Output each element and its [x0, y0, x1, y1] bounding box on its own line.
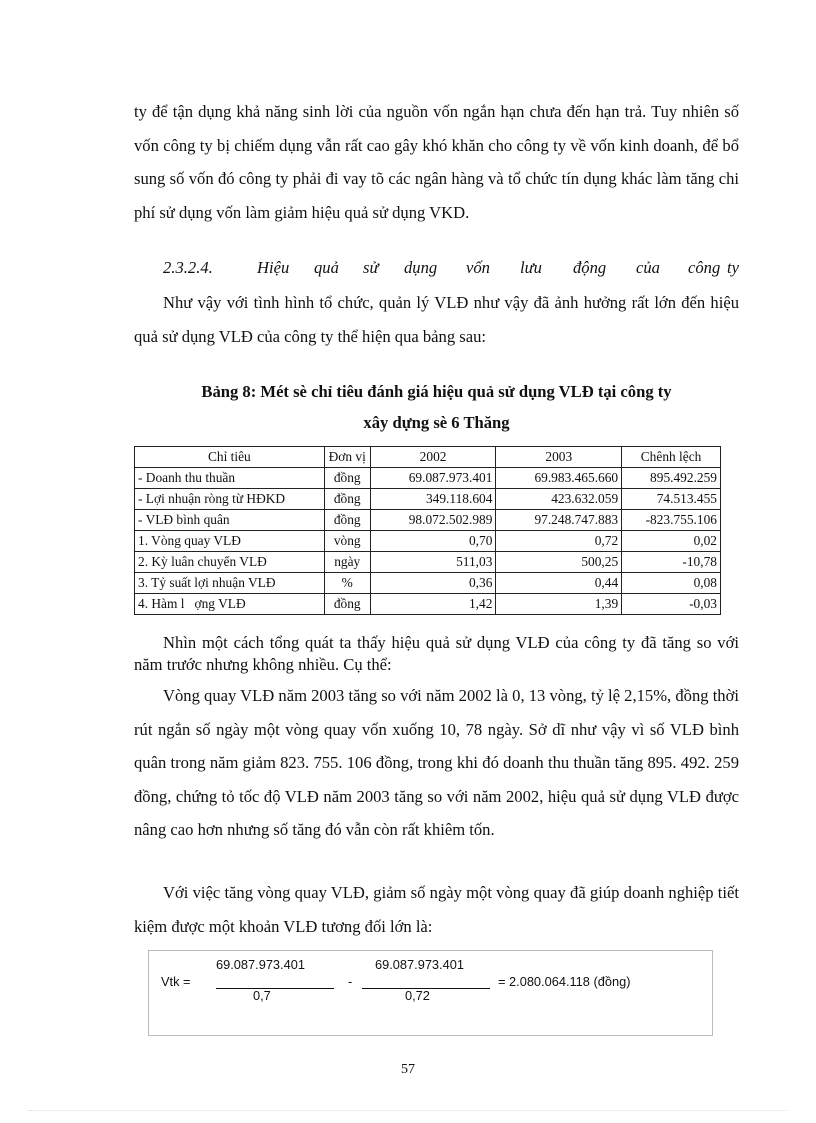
table-row: [135, 594, 721, 615]
value-2002: 349.118.604: [370, 489, 496, 510]
value-2003: 500,25: [496, 552, 622, 573]
value-difference: -10,78: [622, 552, 721, 573]
paragraph-intro-table: Như vậy với tình hình tổ chức, quản lý VLĐ như vậy đã ảnh hưởng rất lớn đến hiệu quả sử dụng VLĐ của công ty thể hiện qua bảng sau:: [134, 293, 739, 346]
heading-word: ty: [727, 258, 739, 277]
value-2002: 69.087.973.401: [370, 468, 496, 489]
table-row: [135, 573, 721, 594]
column-header: Chỉ tiêu: [135, 447, 325, 468]
heading-word: vốn: [466, 258, 490, 277]
value-2002: 98.072.502.989: [370, 510, 496, 531]
row-label: 1. Vòng quay VLĐ: [135, 531, 325, 552]
formula-minus: -: [348, 974, 353, 989]
row-unit: đồng: [324, 468, 370, 489]
value-difference: -0,03: [622, 594, 721, 615]
value-difference: -823.755.106: [622, 510, 721, 531]
row-label: - Lợi nhuận ròng từ HĐKD: [135, 489, 325, 510]
formula-result: = 2.080.064.118 (đồng): [498, 974, 631, 989]
row-label: 4. Hàm l ợng VLĐ: [135, 594, 325, 615]
row-unit: vòng: [324, 531, 370, 552]
value-difference: 895.492.259: [622, 468, 721, 489]
value-2003: 0,44: [496, 573, 622, 594]
column-header: Chênh lệch: [622, 447, 721, 468]
row-unit: đồng: [324, 594, 370, 615]
page-number: 57: [401, 1062, 415, 1077]
table-row: [135, 531, 721, 552]
row-label: - VLĐ bình quân: [135, 510, 325, 531]
table-row: [135, 552, 721, 573]
heading-word: dụng: [404, 258, 438, 277]
heading-word: Hiệu: [257, 258, 290, 277]
table-caption-line1: Bảng 8: Mét sè chỉ tiêu đánh giá hiệu quả sử dụng VLĐ tại công ty: [201, 382, 672, 401]
paragraph-overview: Nhìn một cách tổng quát ta thấy hiệu quả sử dụng VLĐ của công ty đã tăng so với năm trước nhưng không nhiều. Cụ thể:: [134, 633, 739, 674]
paragraph-savings: Với việc tăng vòng quay VLĐ, giảm số ngày một vòng quay đã giúp doanh nghiệp tiết kiệm được một khoản VLĐ tương đối lớn là:: [134, 883, 739, 936]
formula-numerator-2: 69.087.973.401: [375, 957, 464, 972]
value-2003: 423.632.059: [496, 489, 622, 510]
value-difference: 0,02: [622, 531, 721, 552]
formula-denominator-2: 0,72: [405, 988, 430, 1003]
row-unit: ngày: [324, 552, 370, 573]
formula-lhs: Vtk =: [161, 974, 191, 989]
row-unit: %: [324, 573, 370, 594]
value-2002: 0,36: [370, 573, 496, 594]
value-2003: 1,39: [496, 594, 622, 615]
value-difference: 0,08: [622, 573, 721, 594]
column-header: 2003: [496, 447, 622, 468]
fraction-bar-1: [216, 988, 334, 989]
table-caption-line2: xây dựng sè 6 Thăng: [363, 413, 510, 432]
paragraph-turnover-analysis: Vòng quay VLĐ năm 2003 tăng so với năm 2002 là 0, 13 vòng, tỷ lệ 2,15%, đồng thời rút ngắn số ngày một vòng quay vốn xuống 10, 78 ngày. Sở dĩ như vậy vì số VLĐ bình quân trong năm giảm 823. 755. 106 đồng, trong khi đó doanh thu thuần tăng 895. 492. 259 đồng, chứng tỏ tốc độ VLĐ năm 2003 tăng so với năm 2002, hiệu quả sử dụng VLĐ được nâng cao hơn nhưng số tăng đó vẫn còn rất khiêm tốn.: [134, 686, 739, 839]
value-2003: 0,72: [496, 531, 622, 552]
paragraph-capital-usage: ty để tận dụng khả năng sinh lời của nguồn vốn ngắn hạn chưa đến hạn trả. Tuy nhiên số vốn công ty bị chiếm dụng vẫn rất cao gây khó khăn cho công ty về vốn kinh doanh, để bổ sung số vốn đó công ty phải đi vay tõ các ngân hàng và tổ chức tín dụng khác làm tăng chi phí sử dụng vốn làm giảm hiệu quả sử dụng VKD.: [134, 102, 739, 222]
row-label: - Doanh thu thuần: [135, 468, 325, 489]
table-row: [135, 510, 721, 531]
value-difference: 74.513.455: [622, 489, 721, 510]
row-label: 2. Kỳ luân chuyển VLĐ: [135, 552, 325, 573]
value-2002: 1,42: [370, 594, 496, 615]
formula-denominator-1: 0,7: [253, 988, 271, 1003]
table-row: [135, 468, 721, 489]
heading-word: sử: [363, 258, 379, 277]
column-header: 2002: [370, 447, 496, 468]
heading-number: 2.3.2.4.: [163, 258, 213, 277]
heading-word: của: [636, 258, 660, 277]
table-row: [135, 489, 721, 510]
value-2002: 0,70: [370, 531, 496, 552]
row-unit: đồng: [324, 510, 370, 531]
value-2002: 511,03: [370, 552, 496, 573]
savings-formula-box: [148, 950, 713, 1036]
heading-word: quả: [314, 258, 339, 277]
column-header: Đơn vị: [324, 447, 370, 468]
heading-word: lưu: [520, 258, 542, 277]
table-header-row: [135, 447, 721, 468]
row-unit: đồng: [324, 489, 370, 510]
efficiency-table: [134, 446, 721, 615]
row-label: 3. Tỷ suất lợi nhuận VLĐ: [135, 573, 325, 594]
heading-word: công: [688, 258, 721, 277]
heading-word: động: [573, 258, 607, 277]
formula-numerator-1: 69.087.973.401: [216, 957, 305, 972]
value-2003: 69.983.465.660: [496, 468, 622, 489]
value-2003: 97.248.747.883: [496, 510, 622, 531]
footer-divider: [28, 1110, 788, 1111]
